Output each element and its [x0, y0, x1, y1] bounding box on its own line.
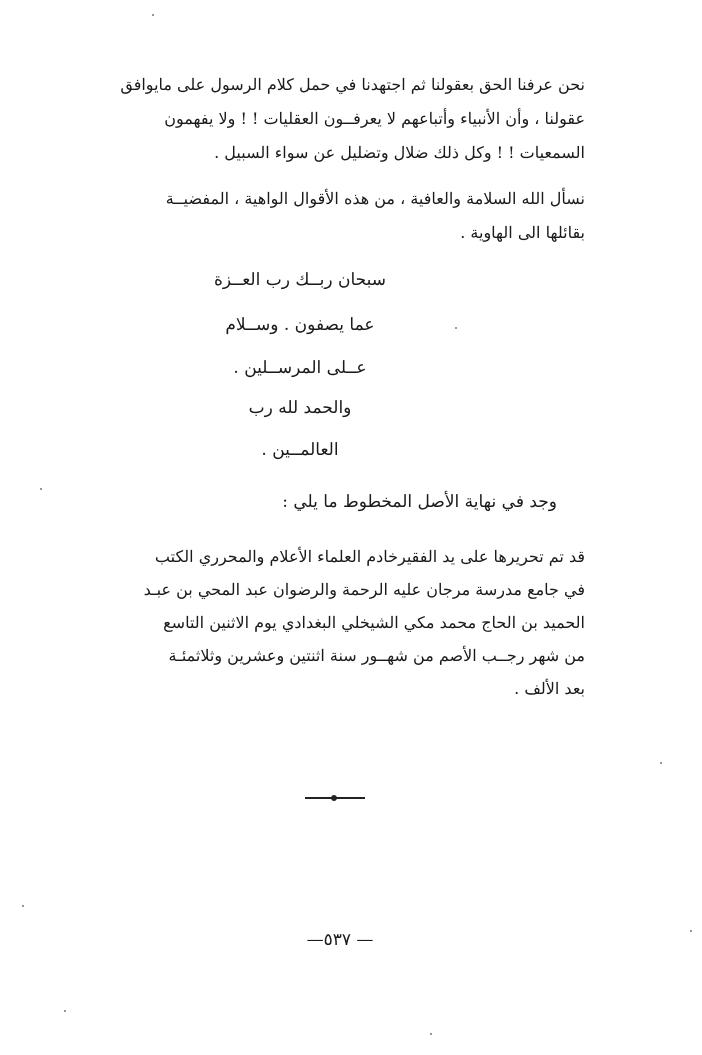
colophon-heading: وجد في نهاية الأصل المخطوط ما يلي : [282, 492, 557, 512]
scan-speck [660, 762, 662, 764]
text-line: الحميد بن الحاج محمد مكي الشيخلي البغدادي يوم الاثنين التاسع [163, 613, 585, 632]
text-line: في جامع مدرسة مرجان عليه الرحمة والرضوان عبد المحي بن عبـد [143, 580, 585, 599]
paragraph-2 [65, 182, 585, 250]
text-line: نسأل الله السلامة والعافية ، من هذه الأقوال الواهية ، المفضيــة [165, 189, 585, 208]
scan-speck [64, 1010, 66, 1012]
section-separator [305, 797, 365, 799]
verse-line: العالمــين . [261, 440, 339, 460]
colophon-paragraph [65, 540, 585, 705]
scan-speck [455, 327, 457, 329]
verse-line: عــلى المرســلين . [233, 358, 367, 378]
separator-dot [331, 795, 337, 801]
paragraph-1 [65, 68, 585, 170]
text-line: من شهر رجــب الأصم من شهــور سنة اثنتين وعشرين وثلاثمئـة [168, 646, 585, 665]
scan-speck [430, 1033, 432, 1035]
text-line: نحن عرفنا الحق بعقولنا ثم اجتهدنا في حمل كلام الرسول على مايوافق [120, 75, 585, 94]
text-line: بقائلها الى الهاوية . [460, 223, 585, 242]
text-line: السمعيات ! ! وكل ذلك ضلال وتضليل عن سواء السبيل . [214, 143, 585, 162]
verse-line: عما يصفون . وســلام [225, 315, 375, 335]
scan-speck [22, 905, 24, 907]
scan-speck [690, 930, 692, 932]
verse-line: والحمد لله رب [248, 398, 352, 418]
page-number: — ٥٣٧— [306, 930, 374, 950]
scan-speck [152, 14, 154, 16]
text-line: بعد الألف . [514, 679, 585, 698]
text-line: قد تم تحريرها على يد الفقيرخادم العلماء الأعلام والمحرري الكتب [154, 547, 585, 566]
scan-speck [40, 488, 42, 490]
verse-line: سبحان ربــك رب العــزة [213, 270, 387, 290]
text-line: عقولنا ، وأن الأنبياء وأتباعهم لا يعرفــون العقليات ! ! ولا يفهمون [164, 109, 585, 128]
